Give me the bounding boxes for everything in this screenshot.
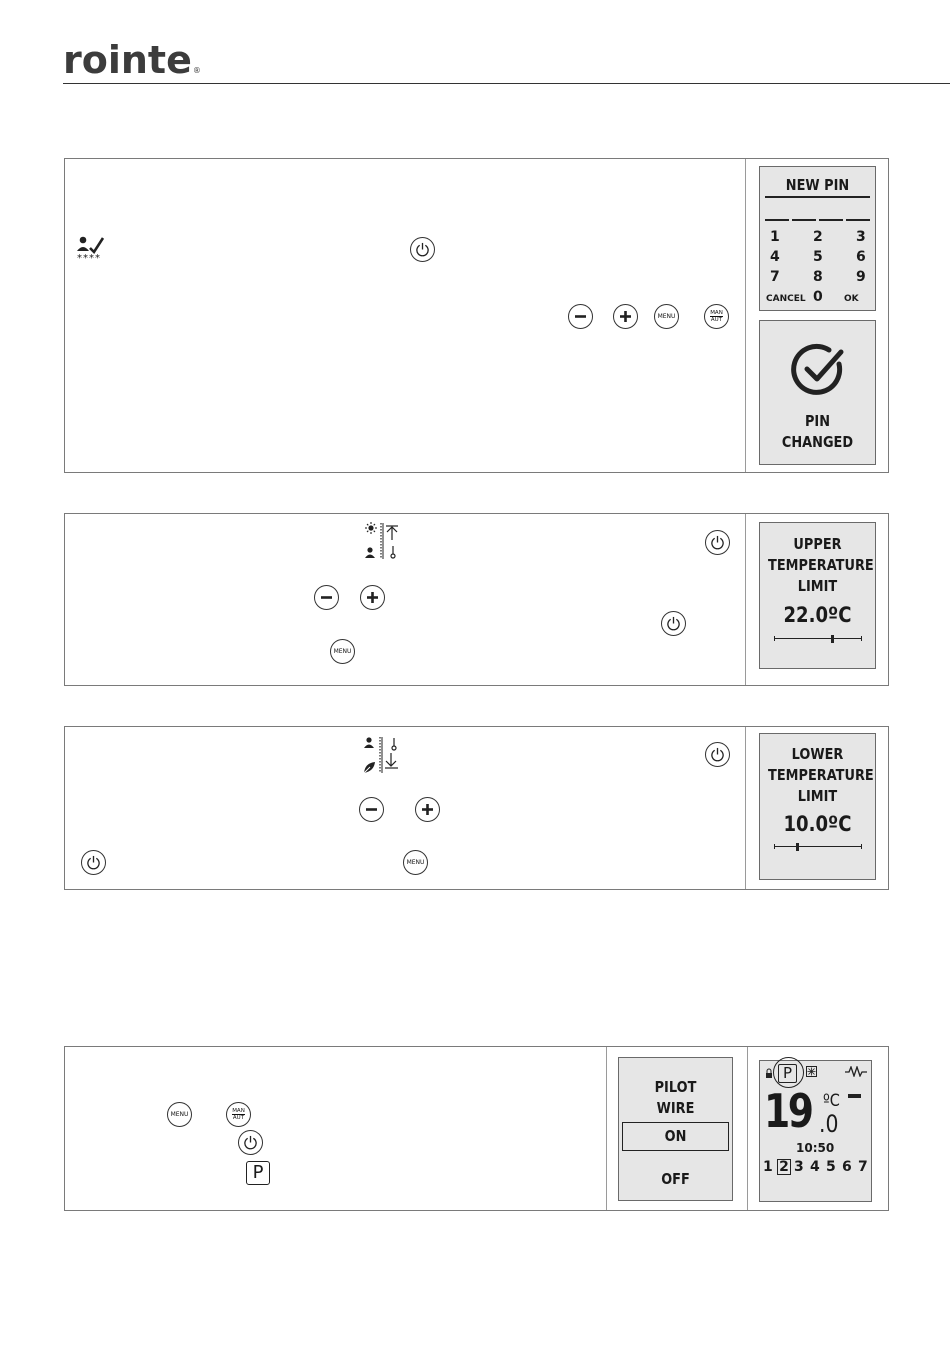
panel-divider — [747, 1047, 748, 1210]
header-divider — [63, 83, 950, 84]
pin-changed-screen — [759, 320, 876, 465]
check-circle-icon — [789, 342, 849, 400]
menu-button[interactable]: MENU — [403, 850, 428, 875]
keypad-key: 9 — [856, 269, 866, 285]
keypad-key: 0 — [813, 289, 823, 305]
upper-limit-panel — [64, 513, 889, 686]
screen-line3: LIMIT — [797, 787, 838, 805]
pin-changed-line2: CHANGED — [781, 433, 854, 451]
power-icon — [710, 747, 725, 762]
power-icon — [243, 1135, 258, 1150]
day-4: 4 — [810, 1159, 820, 1175]
slider-thumb — [796, 843, 799, 851]
power-button[interactable] — [81, 850, 106, 875]
user-pin-icon — [77, 235, 111, 267]
keypad-key: 5 — [813, 249, 823, 265]
minus-indicator — [848, 1094, 861, 1098]
day-7: 7 — [858, 1159, 868, 1175]
power-button[interactable] — [705, 530, 730, 555]
clock-time: 10:50 — [796, 1141, 835, 1155]
upper-limit-icon — [363, 520, 403, 560]
temperature-decimal: .0 — [819, 1110, 839, 1138]
plus-button[interactable] — [415, 797, 440, 822]
main-display-screen — [759, 1060, 872, 1202]
minus-icon — [320, 591, 333, 604]
keypad-key: 1 — [770, 229, 780, 245]
lower-limit-icon — [362, 735, 404, 775]
minus-button[interactable] — [359, 797, 384, 822]
minus-button[interactable] — [568, 304, 593, 329]
plus-icon — [366, 591, 379, 604]
lower-limit-screen — [759, 733, 876, 880]
minus-button[interactable] — [314, 585, 339, 610]
keypad-key: 6 — [856, 249, 866, 265]
day-6: 6 — [842, 1159, 852, 1175]
temperature-integer: 19 — [764, 1084, 812, 1138]
power-icon — [415, 242, 430, 257]
temperature-slider — [774, 843, 862, 851]
temperature-slider — [774, 635, 862, 643]
pilot-option-off: OFF — [661, 1170, 690, 1188]
power-button[interactable] — [661, 611, 686, 636]
new-pin-screen — [759, 166, 876, 311]
pin-digit-slots — [765, 219, 871, 221]
day-2-selected: 2 — [777, 1159, 791, 1175]
keypad-key: 8 — [813, 269, 823, 285]
screen-line2: TEMPERATURE — [768, 766, 874, 784]
keypad-cancel: CANCEL — [766, 294, 806, 304]
panel-divider — [745, 514, 746, 685]
panel-divider — [745, 159, 746, 472]
pilot-wire-panel — [64, 1046, 889, 1211]
panel-divider — [606, 1047, 607, 1210]
menu-button[interactable]: MENU — [167, 1102, 192, 1127]
screen-line1: UPPER — [793, 535, 842, 553]
day-3: 3 — [794, 1159, 804, 1175]
menu-button[interactable]: MENU — [654, 304, 679, 329]
plus-icon — [421, 803, 434, 816]
day-1: 1 — [763, 1159, 773, 1175]
day-5: 5 — [826, 1159, 836, 1175]
plus-button[interactable] — [360, 585, 385, 610]
power-button[interactable] — [238, 1130, 263, 1155]
man-aut-button[interactable]: MAN AUT — [704, 304, 729, 329]
power-icon — [666, 616, 681, 631]
screen-line3: LIMIT — [797, 577, 838, 595]
pilot-p-icon: P — [778, 1064, 797, 1083]
power-icon — [710, 535, 725, 550]
temperature-value: 22.0ºC — [783, 603, 852, 627]
slider-thumb — [831, 635, 834, 643]
new-pin-title: NEW PIN — [785, 176, 850, 194]
keypad-key: 7 — [770, 269, 780, 285]
pin-changed-line1: PIN — [804, 412, 831, 430]
screen-line2: TEMPERATURE — [768, 556, 874, 574]
pilot-wire-screen — [618, 1057, 733, 1201]
minus-icon — [574, 310, 587, 323]
pilot-p-icon: P — [246, 1161, 270, 1185]
plus-button[interactable] — [613, 304, 638, 329]
temperature-value: 10.0ºC — [783, 812, 852, 836]
upper-limit-screen — [759, 522, 876, 669]
power-button[interactable] — [410, 237, 435, 262]
brand-logo: rointe® — [63, 38, 201, 82]
lock-icon — [765, 1068, 773, 1078]
panel-divider — [745, 727, 746, 889]
heating-icon — [845, 1066, 867, 1077]
pilot-line2: WIRE — [656, 1099, 695, 1117]
pin-panel — [64, 158, 889, 473]
keypad-ok: OK — [844, 294, 859, 304]
menu-button[interactable]: MENU — [330, 639, 355, 664]
man-aut-button[interactable]: MAN AUT — [226, 1102, 251, 1127]
pin-stars: **** — [77, 253, 101, 264]
keypad-key: 2 — [813, 229, 823, 245]
keypad-key: 4 — [770, 249, 780, 265]
keypad-key: 3 — [856, 229, 866, 245]
minus-icon — [365, 803, 378, 816]
pilot-line1: PILOT — [654, 1078, 697, 1096]
pilot-option-on: ON — [622, 1122, 729, 1151]
power-icon — [86, 855, 101, 870]
screen-line1: LOWER — [791, 745, 844, 763]
power-button[interactable] — [705, 742, 730, 767]
temperature-unit: ºC — [823, 1091, 840, 1111]
frost-icon — [806, 1066, 817, 1077]
plus-icon — [619, 310, 632, 323]
day-strip — [763, 1158, 873, 1176]
lower-limit-panel — [64, 726, 889, 890]
